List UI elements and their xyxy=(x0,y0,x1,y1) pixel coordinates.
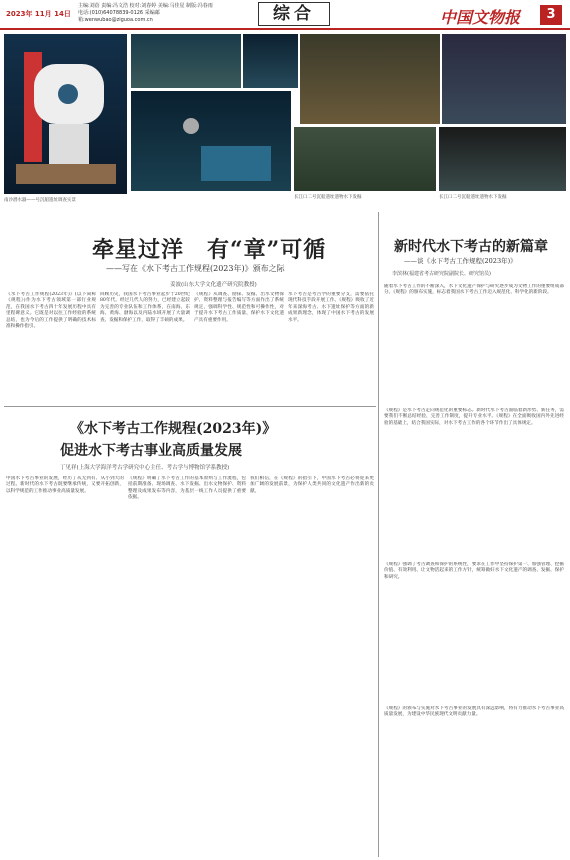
photo-seabed-2 xyxy=(243,34,298,88)
photo-caption: 南沙潜水器——号沉船遗址调查实景 xyxy=(4,198,76,203)
photo-diver xyxy=(131,91,291,191)
article-2-column: 《规程》强调了考古调查和保护的系统性，要求在工作中坚持保护第一、加强管理、挖掘价值、有效利用、让文物活起来的工作方针，统筹做好水下文化遗产的调查、发掘、保护和研究。 xyxy=(384,562,564,580)
issue-date: 2023年 11月 14日 xyxy=(6,10,71,18)
editorial-line: 主编:刘蓓 责编:冯文浩 校对:刘春婷 美编:马佳星 制版:冯春雨 xyxy=(78,3,213,9)
subheading-article-1: ——写在《水下考古工作规程(2023年)》颁布之际 xyxy=(106,264,285,273)
byline-article-1: 姜波(山东大学文化遗产研究院教授) xyxy=(170,282,257,288)
page-number: 3 xyxy=(540,5,562,25)
article-1-column: 《水下考古工作规程(2023年)》(以下简称《规程》)作为水下考古领域第一部行业规范，在我国水下考古四十年发展历程中具有里程碑意义。它既是对以往工作经验的系统总结，也为今后的工作提供了明确的技术标准和操作指引。 xyxy=(6,292,96,330)
masthead xyxy=(0,0,570,30)
section-title: 综合 xyxy=(258,2,330,26)
photo-caption: 长江口二号沉船遗址遗物水下发掘 xyxy=(439,195,507,200)
photo-wreck xyxy=(300,34,440,124)
headline-article-3: 《水下考古工作规程(2023年)》 xyxy=(70,421,277,437)
byline-article-2: 李滨林(福建省考古研究院副院长、研究馆员) xyxy=(392,271,491,277)
editorial-info xyxy=(78,3,228,24)
subheading-article-2: ——谈《水下考古工作规程(2023年)》 xyxy=(404,257,517,265)
article-2-column: 《规程》的颁布与实施对水下考古事业的发展具有深远影响，将有力推动水下考古事业高质量发展，为建设中华民族现代文明贡献力量。 xyxy=(384,706,564,718)
byline-article-3: 丁见祥(上海大学海洋考古学研究中心主任、考古学与博物馆学系教授) xyxy=(60,465,230,471)
article-2-column: 随着水下考古工作的不断深入，水下文化遗产保护与研究逐步成为文物工作的重要组成部分。《规程》的颁布实施，标志着我国水下考古工作迈入规范化、科学化的新阶段。 xyxy=(384,284,564,296)
column-divider xyxy=(378,212,379,857)
headline-article-1: 牵星过洋 有“章”可循 xyxy=(92,237,327,263)
submersible-illustration xyxy=(4,34,127,194)
photo-seabed-1 xyxy=(131,34,241,88)
article-1-column: 回顾历史，我国水下考古事业起步于20世纪80年代。经过几代人的努力，已经建立起较为完善的专业队伍和工作体系，在南海、东海、黄海、渤海以及内陆水域开展了大量调查、发掘和保护工作，取得了丰硕的成果。 xyxy=(100,292,190,323)
article-3-column: 《规程》明确了水下考古工作的基本原则与工作流程，包括前期准备、现场调查、水下发掘、出水文物保护、资料整理及成果发布等内容，为基层一线工作人员提供了重要依据。 xyxy=(128,476,246,501)
headline-article-3-line-2: 促进水下考古事业高质量发展 xyxy=(60,443,242,459)
headline-article-2: 新时代水下考古的新篇章 xyxy=(394,239,548,255)
photo-caption: 长江口二号沉船遗址遗物水下发掘 xyxy=(294,195,362,200)
photo-artifacts xyxy=(294,127,436,191)
article-1-column: 《规程》从调查、勘探、发掘、出水文物保护、资料整理与报告编写等方面作出了系统规定，强调科学性、规范性和可操作性，对于提升水下考古工作质量、保护水下文化遗产具有重要作用。 xyxy=(194,292,284,323)
article-3-column: 中国水下考古事业的发展，经历了从无到有、从小到大的过程。新时代的水下考古既要继承传统，又要开拓创新，以科学规范的工作推动事业高质量发展。 xyxy=(6,476,124,494)
diver-illustration xyxy=(131,91,291,191)
editorial-line: 电话:(010)64078839-0126 采编邮箱:wenwubao@ziguoa.com.cn xyxy=(78,10,160,23)
article-1-column: 水下考古是考古学的重要分支，需要依托现代科技手段开展工作。《规程》吸收了近年来深海考古、水下遗址保护等方面的新成果新理念，体现了中国水下考古的发展水平。 xyxy=(288,292,374,323)
photo-seafloor xyxy=(442,34,566,124)
photo-excavation xyxy=(439,127,566,191)
divider xyxy=(4,406,376,407)
newspaper-logo: 中国文物报 xyxy=(440,8,521,27)
photo-submersible xyxy=(4,34,127,194)
article-2-column: 《规程》是水下考古走向规范化的重要标志。新时代水下考古面临着新形势、新任务，需要我们不断总结经验，完善工作制度，提升专业水平。《规程》在全面吸收国内外先进经验的基础上，结合我国实际，对水下考古工作的各个环节作出了具体规定。 xyxy=(384,408,564,426)
article-3-column: 我们相信，在《规程》的指引下，中国水下考古必将迎来更加广阔的发展前景，为保护人类共同的文化遗产作出新的贡献。 xyxy=(250,476,374,494)
